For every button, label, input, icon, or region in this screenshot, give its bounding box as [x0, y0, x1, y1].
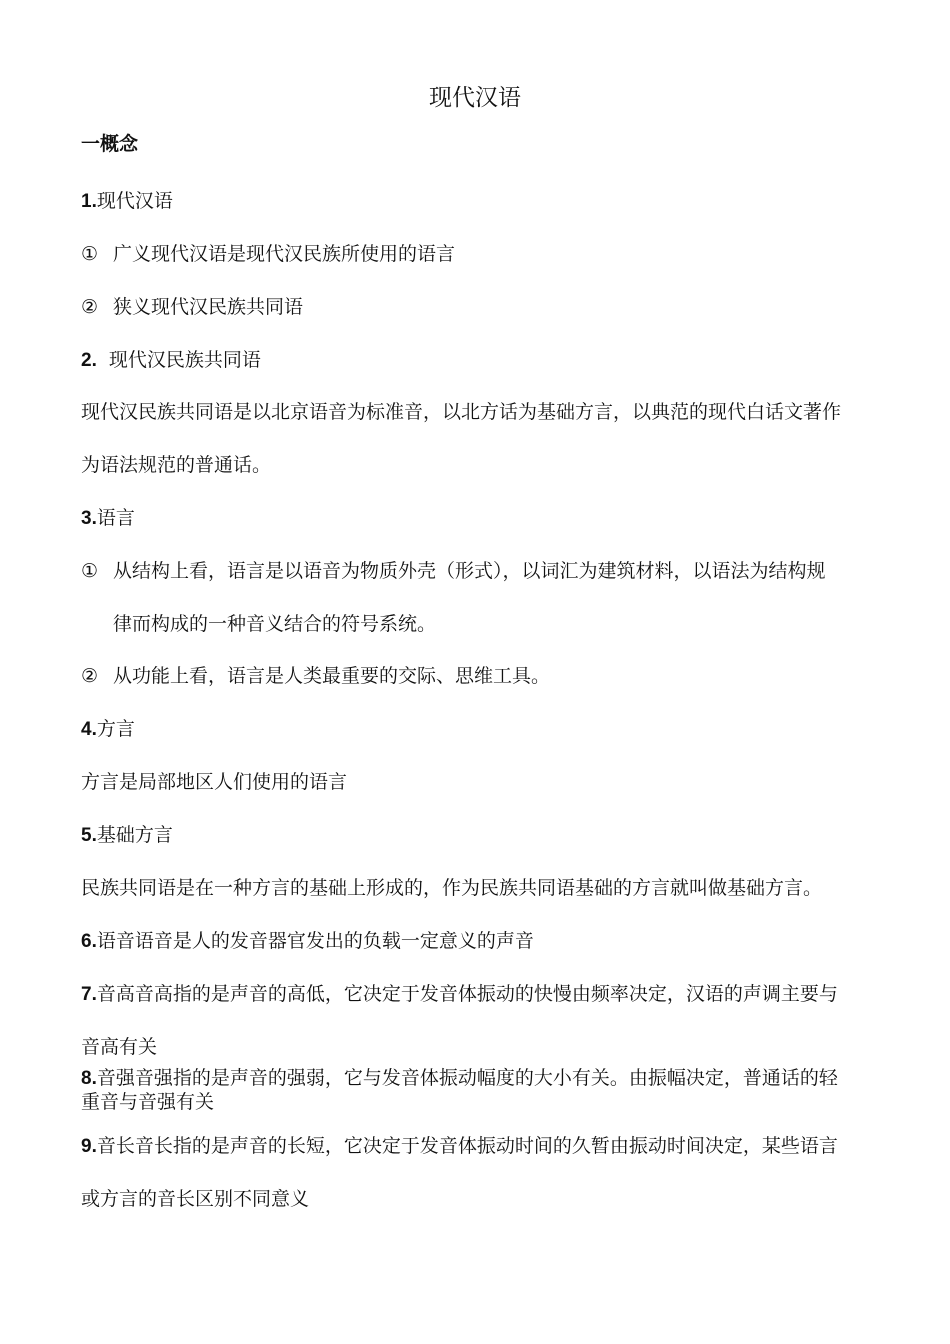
sub-text: 从功能上看，语言是人类最重要的交际、思维工具。: [113, 665, 551, 687]
circled-number-2: ②: [81, 665, 99, 687]
item-label: 方言: [96, 718, 135, 740]
item-text: 音高音高指的是声音的高低，它决定于发音体振动的快慢由频率决定，汉语的声调主要与: [96, 983, 838, 1005]
item-8-line-2: 重音与音强有关: [81, 1091, 215, 1113]
section-heading: 一概念: [81, 133, 139, 155]
circled-number-1: ①: [81, 243, 99, 265]
item-number: 5.: [81, 825, 97, 846]
item-number: 3.: [81, 508, 97, 529]
item-5-body: 民族共同语是在一种方言的基础上形成的，作为民族共同语基础的方言就叫做基础方言。: [81, 877, 823, 899]
sub-text: 从结构上看，语言是以语音为物质外壳（形式），以词汇为建筑材料，以语法为结构规: [113, 560, 826, 582]
page-title: 现代汉语: [429, 85, 521, 111]
item-number: 6.: [81, 931, 97, 952]
item-6: [81, 929, 534, 954]
circled-number-2: ②: [81, 296, 99, 318]
item-text: 语音语音是人的发音器官发出的负载一定意义的声音: [96, 930, 534, 952]
item-text: 音强音强指的是声音的强弱，它与发音体振动幅度的大小有关。由振幅决定，普通话的轻: [96, 1067, 838, 1089]
item-1-heading: [81, 189, 173, 214]
item-2-body-line-1: 现代汉民族共同语是以北京语音为标准音，以北方话为基础方言，以典范的现代白话文著作: [81, 401, 842, 423]
item-3-sub-b: [81, 664, 550, 688]
item-3-sub-a: [81, 559, 826, 583]
item-2-heading: [81, 348, 261, 373]
item-number: 2.: [81, 350, 97, 371]
item-9-line-2: 或方言的音长区别不同意义: [81, 1188, 310, 1210]
item-5-heading: [81, 823, 173, 848]
item-4-heading: [81, 717, 135, 742]
item-number: 7.: [81, 984, 97, 1005]
item-number: 4.: [81, 719, 97, 740]
item-3-sub-a-cont: 律而构成的一种音义结合的符号系统。: [113, 613, 437, 635]
sub-text: 广义现代汉语是现代汉民族所使用的语言: [113, 243, 456, 265]
item-3-heading: [81, 506, 135, 531]
item-number: 9.: [81, 1136, 97, 1157]
item-1-sub-a: [81, 242, 455, 266]
item-1-sub-b: [81, 295, 303, 319]
item-number: 1.: [81, 191, 97, 212]
item-label: 基础方言: [96, 824, 173, 846]
item-label: 现代汉语: [96, 190, 173, 212]
item-8-line-1: [81, 1066, 838, 1091]
item-2-body-line-2: 为语法规范的普通话。: [81, 454, 272, 476]
sub-text: 狭义现代汉民族共同语: [113, 296, 304, 318]
circled-number-1: ①: [81, 560, 99, 582]
item-text: 音长音长指的是声音的长短，它决定于发音体振动时间的久暂由振动时间决定，某些语言: [96, 1135, 838, 1157]
item-label: 现代汉民族共同语: [108, 349, 261, 371]
item-label: 语言: [96, 507, 135, 529]
item-4-body: 方言是局部地区人们使用的语言: [81, 771, 348, 793]
item-7-line-1: [81, 982, 838, 1007]
item-7-line-2: 音高有关: [81, 1036, 158, 1058]
item-number: 8.: [81, 1068, 97, 1089]
item-9-line-1: [81, 1134, 838, 1159]
